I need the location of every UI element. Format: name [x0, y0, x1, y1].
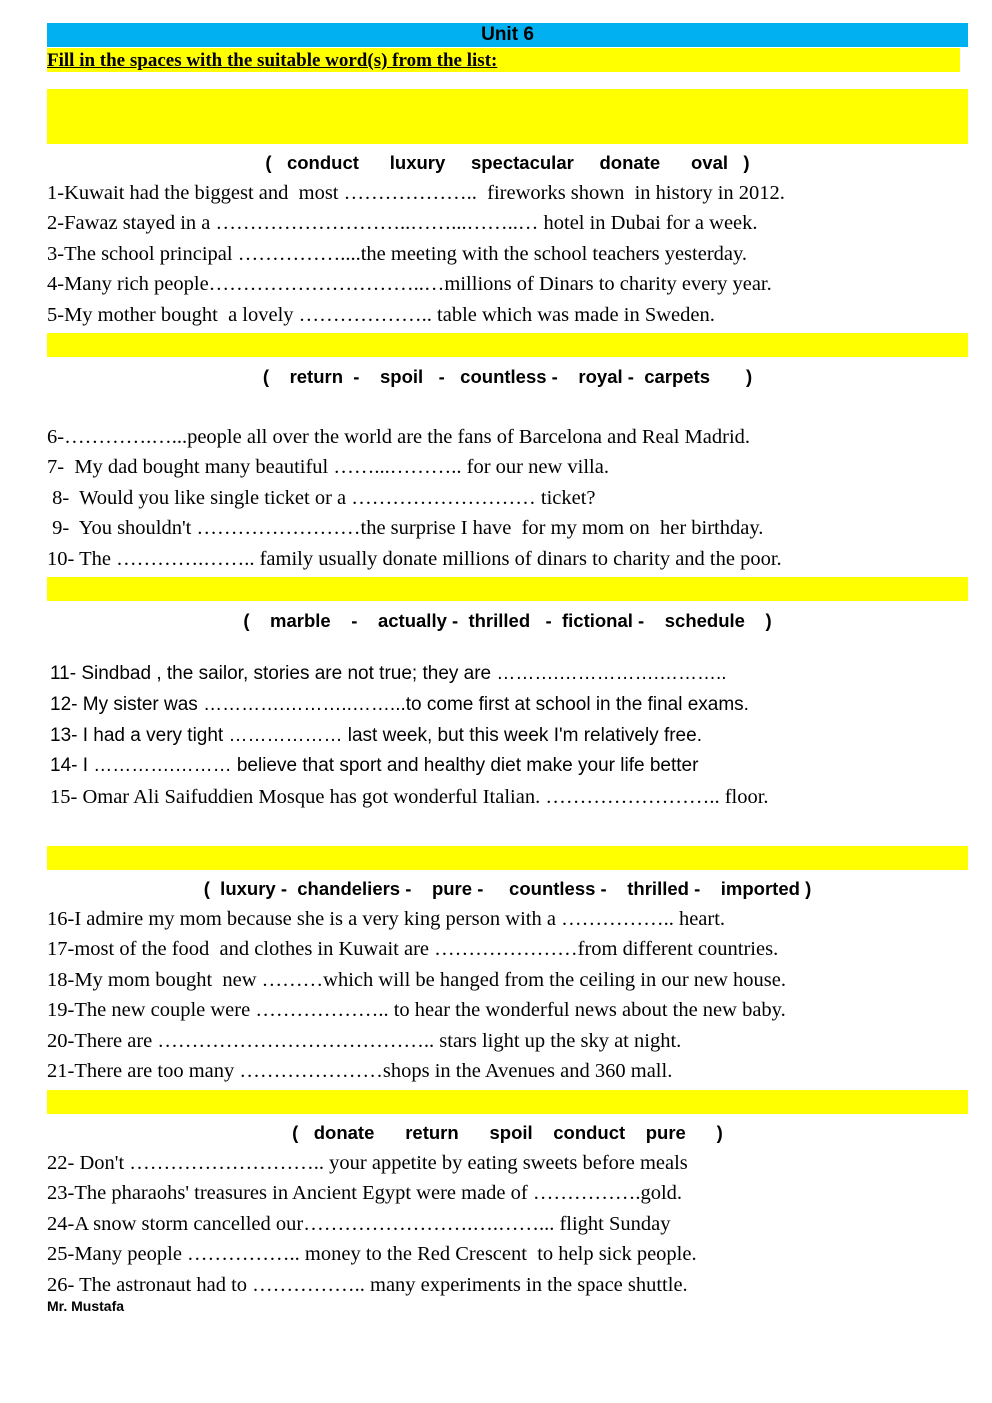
exercise-item: 18-My mom bought new ………which will be hanged from the ceiling in our new house.	[47, 969, 787, 991]
exercise-item: 10- The ………….…….. family usually donate millions of dinars to charity and the poor.	[47, 548, 782, 570]
exercise-item: 25-Many people …………….. money to the Red Crescent to help sick people.	[47, 1243, 697, 1265]
exercise-item: 24-A snow storm cancelled our…………………….….……... flight Sunday	[47, 1213, 671, 1235]
exercise-item: 16-I admire my mom because she is a very king person with a …………….. heart.	[47, 908, 726, 930]
exercise-item: 21-There are too many …………………shops in the Avenues and 360 mall.	[47, 1060, 673, 1082]
separator-bar	[47, 1090, 968, 1114]
exercise-item: 19-The new couple were ……………….. to hear the wonderful news about the new baby.	[47, 999, 786, 1021]
exercise-item: 2-Fawaz stayed in a ………………………..……...……..… hotel in Dubai for a week.	[47, 212, 758, 234]
word-list: ( donate return spoil conduct pure )	[292, 1122, 723, 1143]
exercise-item: 14- I ………….……… believe that sport and healthy diet make your life better	[50, 755, 699, 776]
word-list: ( return - spoil - countless - royal - carpets )	[262, 366, 753, 387]
word-list: ( luxury - chandeliers - pure - countless - thrilled - imported )	[203, 878, 812, 899]
separator-bar	[47, 333, 968, 357]
exercise-item: 15- Omar Ali Saifuddien Mosque has got wonderful Italian. …………………….. floor.	[50, 786, 769, 808]
exercise-item: 8- Would you like single ticket or a ……………………… ticket?	[47, 487, 596, 509]
exercise-item: 22- Don't ……………………….. your appetite by eating sweets before meals	[47, 1152, 688, 1174]
exercise-item: 5-My mother bought a lovely ……………….. table which was made in Sweden.	[47, 304, 715, 326]
exercise-item: 12- My sister was ………….………..……...to come first at school in the final exams.	[50, 694, 749, 715]
author-name: Mr. Mustafa	[47, 1298, 125, 1314]
exercise-item: 4-Many rich people…………………………..…millions of Dinars to charity every year.	[47, 273, 772, 295]
exercise-item: 13- I had a very tight ……………… last week, but this week I'm relatively free.	[50, 725, 702, 746]
exercise-item: 23-The pharaohs' treasures in Ancient Egypt were made of …………….gold.	[47, 1182, 683, 1204]
instruction: Fill in the spaces with the suitable word(s) from the list:	[47, 50, 498, 71]
exercise-item: 9- You shouldn't ……………………the surprise I have for my mom on her birthday.	[47, 517, 764, 539]
exercise-item: 17-most of the food and clothes in Kuwait are …………………from different countries.	[47, 938, 779, 960]
exercise-item: 6-………….…...people all over the world are the fans of Barcelona and Real Madrid.	[47, 426, 751, 448]
unit-title: Unit 6	[481, 24, 534, 45]
exercise-item: 7- My dad bought many beautiful ……...……….. for our new villa.	[47, 456, 609, 478]
exercise-item: 1-Kuwait had the biggest and most ……………….. fireworks shown in history in 2012.	[47, 182, 785, 204]
exercise-item: 11- Sindbad , the sailor, stories are not true; they are ……….…………….………..	[50, 663, 727, 684]
separator-bar	[47, 577, 968, 601]
exercise-item: 3-The school principal ……………....the meeting with the school teachers yesterday.	[47, 243, 748, 265]
exercise-item: 26- The astronaut had to …………….. many experiments in the space shuttle.	[47, 1274, 688, 1296]
exercise-item: 20-There are ………………………………….. stars light up the sky at night.	[47, 1030, 682, 1052]
word-list: ( conduct luxury spectacular donate oval )	[265, 152, 750, 173]
separator-bar	[47, 89, 968, 144]
word-list: ( marble - actually - thrilled - fictional - schedule )	[243, 610, 772, 631]
separator-bar	[47, 846, 968, 870]
